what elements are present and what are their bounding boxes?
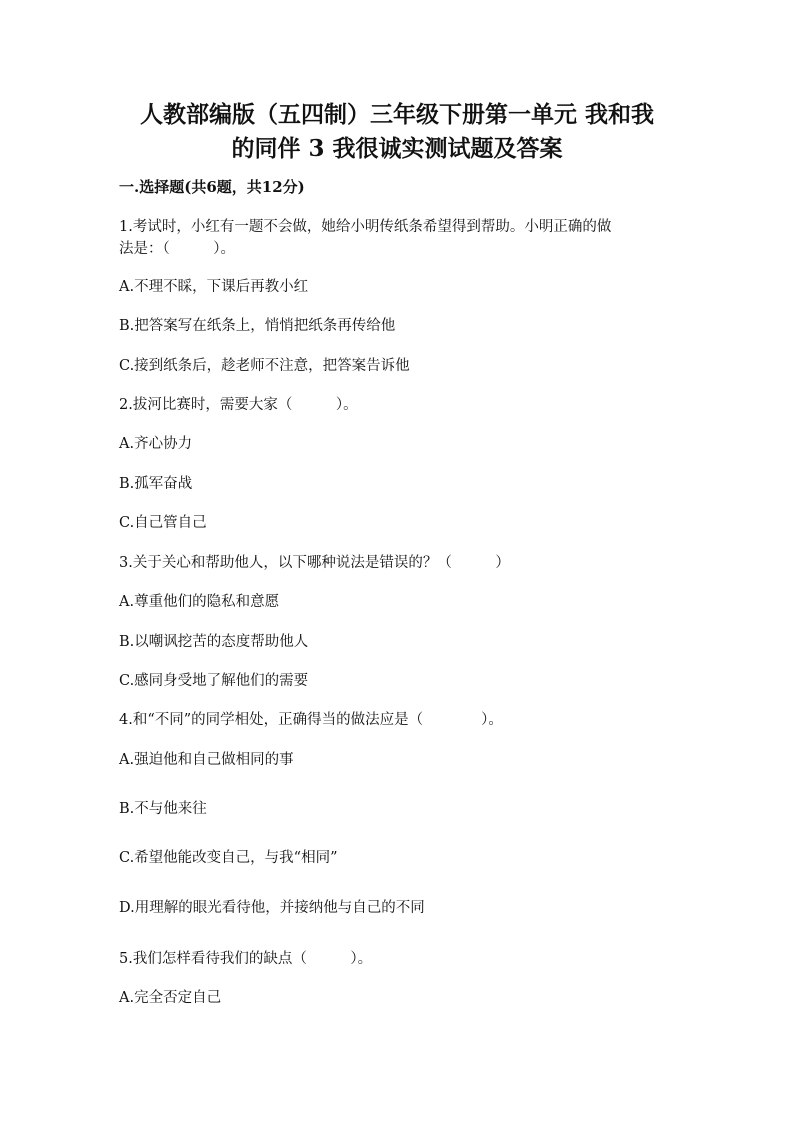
question-1-option-c: C.接到纸条后，趁老师不注意，把答案告诉他	[119, 358, 410, 374]
question-1-option-a: A.不理不睬，下课后再教小红	[119, 279, 309, 295]
title-line-2: 的同伴 3 我很诚实测试题及答案	[231, 135, 563, 162]
question-4-option-a: A.强迫他和自己做相同的事	[119, 752, 294, 768]
question-4-option-b: B.不与他来往	[119, 801, 207, 817]
section-heading: 一.选择题(共6题，共12分)	[119, 178, 305, 196]
question-4-option-d: D.用理解的眼光看待他，并接纳他与自己的不同	[119, 900, 425, 916]
question-3-option-c: C.感同身受地了解他们的需要	[119, 673, 309, 689]
document-title	[100, 98, 694, 166]
question-2-option-b: B.孤军奋战	[119, 476, 193, 492]
question-3-stem: 3.关于关心和帮助他人，以下哪种说法是错误的？（ ）	[119, 555, 510, 571]
question-4-option-c: C.希望他能改变自己，与我“相同”	[119, 850, 338, 866]
question-2-stem: 2.拔河比赛时，需要大家（ ）。	[119, 397, 358, 413]
question-2-option-a: A.齐心协力	[119, 436, 193, 452]
question-1-stem-line-2: 法是：（ ）。	[119, 241, 235, 257]
question-3-option-a: A.尊重他们的隐私和意愿	[119, 594, 280, 610]
question-3-option-b: B.以嘲讽挖苦的态度帮助他人	[119, 634, 309, 650]
question-4-stem: 4.和“不同”的同学相处，正确得当的做法应是（ ）。	[119, 712, 503, 728]
question-2-option-c: C.自己管自己	[119, 515, 207, 531]
title-line-1: 人教部编版（五四制）三年级下册第一单元 我和我	[139, 101, 654, 128]
question-1-stem-line-1: 1.考试时，小红有一题不会做，她给小明传纸条希望得到帮助。小明正确的做	[119, 219, 612, 235]
question-5-stem: 5.我们怎样看待我们的缺点（ ）。	[119, 951, 373, 967]
question-5-option-a: A.完全否定自己	[119, 990, 222, 1006]
question-1-option-b: B.把答案写在纸条上，悄悄把纸条再传给他	[119, 318, 396, 334]
